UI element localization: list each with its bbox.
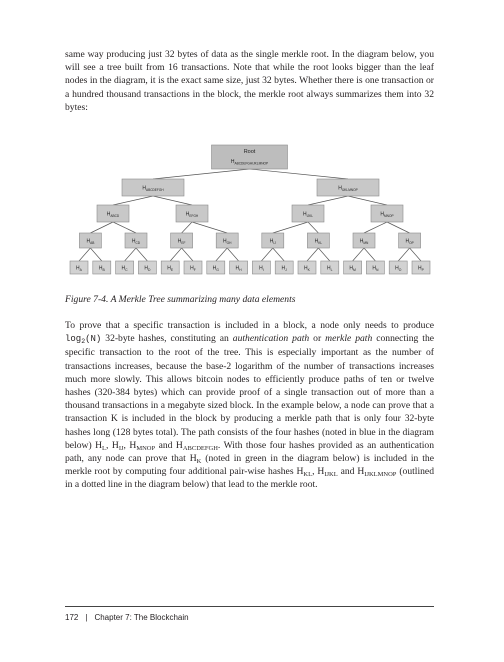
level2-label-efgh: $H_{EFGH}$ xyxy=(185,211,199,218)
leaf-label-o: $H_O$ xyxy=(395,265,402,272)
leaf-label-l: $H_L$ xyxy=(327,265,333,272)
chapter-title: Chapter 7: The Blockchain xyxy=(94,613,189,622)
level1-label-ijklmnop: $H_{IJKLMNOP}$ xyxy=(338,185,358,192)
leaf-label-g: $H_G$ xyxy=(212,265,219,272)
leaf-label-k: $H_K$ xyxy=(304,265,310,272)
intro-paragraph: same way producing just 32 bytes of data as the single merkle root. In the diagram below, you will see a tree built from 16 transactions. Note that while the root looks bigger than the leaf nodes in the diagram, it is the exact same size, just 32 bytes. Whether there is one transaction or a hundred thousand transactions in the block, the merkle root always summarizes them into 32 bytes: xyxy=(65,49,434,113)
level3-label-gh: $H_{GH}$ xyxy=(222,238,232,245)
term-authentication-path: authentication path xyxy=(232,333,310,345)
leaf-label-c: $H_C$ xyxy=(121,265,128,272)
leaf-label-m: $H_M$ xyxy=(349,265,356,272)
level1-label-abcdefgh: $H_{ABCDEFGH}$ xyxy=(142,185,164,192)
level3-label-op: $H_{OP}$ xyxy=(405,238,414,245)
root-hash-label: $H_{ABCDEFGHIJKLMNOP}$ xyxy=(230,159,269,166)
level3-label-ef: $H_{EF}$ xyxy=(177,238,186,245)
footer-separator: | xyxy=(85,613,88,622)
figure-caption: Figure 7-4. A Merkle Tree summarizing many data elements xyxy=(65,294,296,305)
leaf-label-f: $H_F$ xyxy=(190,265,196,272)
level2-label-abcd: $H_{ABCD}$ xyxy=(106,211,120,218)
leaf-label-d: $H_D$ xyxy=(144,265,151,272)
level3-label-kl: $H_{KL}$ xyxy=(314,238,323,245)
page-number: 172 xyxy=(65,613,79,622)
merkle-path-paragraph: To prove that a specific transaction is included in a block, a node only needs to produce $\log_2(N)$ 32-byte hashes, constituting an authentication path or merkle path connecting the specific transaction to the root of the tree. This is especially important as the number of transactions increases, because the base-2 logarithm of the number of transactions increases much more slowly. This allows bitcoin nodes to efficiently produce paths of ten or twelve hashes (320-384 bytes) which can provide proof of a single transaction out of more than a thousand transactions in a megabyte sized block. In the example below, a node can prove that a transaction K is included in the block by producing a merkle path that is only four 32-byte hashes long (128 bytes total). The path consists of the four hashes (noted in blue in the diagram below) $H_L$, $H_{IJ}$, $H_{MNOP}$ and $H_{ABCDEFGH}$. With those four hashes provided as an authentication path, any node can prove that $H_K$ (noted in green in the diagram below) is included in the merkle root by computing four additional pair-wise hashes $H_{KL}$, $H_{IJKL}$ and $H_{IJKLMNOP}$ (outlined in a dotted line in the diagram below) that lead to the merkle root. xyxy=(65,320,434,491)
level3-label-ab: $H_{AB}$ xyxy=(86,238,95,245)
term-merkle-path: merkle path xyxy=(325,333,373,345)
level3-label-cd: $H_{CD}$ xyxy=(131,238,141,245)
leaf-label-i: $H_I$ xyxy=(259,265,264,272)
leaf-label-j: $H_J$ xyxy=(281,265,287,272)
leaf-label-a: $H_A$ xyxy=(76,265,82,272)
level2-label-ijkl: $H_{IJKL}$ xyxy=(302,211,314,218)
level2-label-mnop: $H_{MNOP}$ xyxy=(380,211,394,218)
level3-label-ij: $H_{IJ}$ xyxy=(269,238,276,245)
root-title: Root xyxy=(243,149,256,155)
level3-label-mn: $H_{MN}$ xyxy=(359,238,369,245)
merkle-tree-diagram xyxy=(65,137,434,287)
leaf-label-e: $H_E$ xyxy=(167,265,174,272)
page-footer xyxy=(65,613,189,622)
log-expression: $\log_2(N)$ xyxy=(65,334,102,346)
leaf-label-p: $H_P$ xyxy=(418,265,424,272)
footer-rule xyxy=(65,606,434,607)
merkle-tree-figure xyxy=(65,137,434,287)
leaf-label-n: $H_N$ xyxy=(372,265,379,272)
p2-text: To prove that a specific transaction is included in a block, a node only needs to produce xyxy=(65,320,434,331)
leaf-label-h: $H_H$ xyxy=(235,265,242,272)
leaf-label-b: $H_B$ xyxy=(98,265,105,272)
